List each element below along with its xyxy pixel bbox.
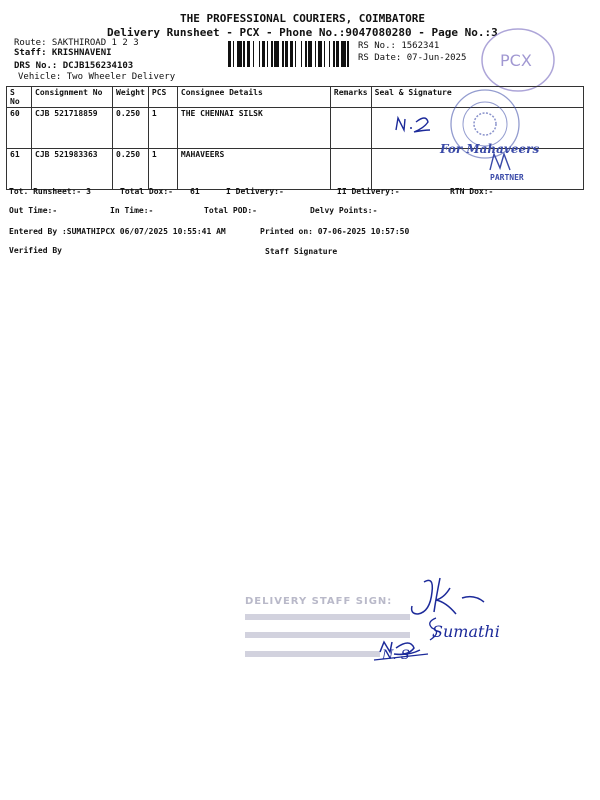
cell-consignee: THE CHENNAI SILSK xyxy=(177,108,330,149)
ii-delivery: II Delivery:- xyxy=(337,187,400,196)
total-pod: Total POD:- xyxy=(204,206,257,215)
cell-remarks xyxy=(330,108,371,149)
staff-text: Staff: KRISHNAVENI xyxy=(14,48,112,58)
ns-signature: N. S xyxy=(382,648,410,663)
cell-pcs: 1 xyxy=(148,149,177,190)
cell-sno: 61 xyxy=(7,149,32,190)
cell-consignment: CJB 521718859 xyxy=(32,108,113,149)
col-consignment: Consignment No xyxy=(32,87,113,108)
staff-signature-label: Staff Signature xyxy=(265,247,338,256)
total-dox-value: 61 xyxy=(190,187,200,196)
barcode-bar xyxy=(349,41,352,67)
delvy-points: Delvy Points:- xyxy=(310,206,378,215)
rs-number: RS No.: 1562341 xyxy=(358,41,440,51)
company-title: THE PROFESSIONAL COURIERS, COIMBATORE xyxy=(180,12,426,25)
pcx-stamp-text: PCX xyxy=(500,51,532,70)
col-sno: S No xyxy=(7,87,32,108)
partner-signature xyxy=(488,150,518,172)
cell-remarks xyxy=(330,149,371,190)
cell-consignment: CJB 521983363 xyxy=(32,149,113,190)
tot-runsheet: Tot. Runsheet:- 3 xyxy=(9,187,91,196)
col-pcs: PCS xyxy=(148,87,177,108)
col-weight: Weight xyxy=(113,87,149,108)
cell-weight: 0.250 xyxy=(113,149,149,190)
delivery-staff-sign-stamp: DELIVERY STAFF SIGN: xyxy=(245,596,393,607)
signature-row1 xyxy=(392,112,452,138)
runsheet-subtitle: Delivery Runsheet - PCX - Phone No.:9047080280 - Page No.:3 xyxy=(107,26,498,39)
stamp-line-3 xyxy=(245,651,380,657)
col-consignee: Consignee Details xyxy=(177,87,330,108)
i-delivery: I Delivery:- xyxy=(226,187,284,196)
drs-barcode xyxy=(228,41,352,67)
cell-weight: 0.250 xyxy=(113,108,149,149)
col-seal-signature: Seal & Signature xyxy=(371,87,583,108)
printed-on: Printed on: 07-06-2025 10:57:50 xyxy=(260,227,410,236)
out-time: Out Time:- xyxy=(9,206,58,215)
for-mahaveers-stamp: For Mahaveers xyxy=(440,142,540,156)
verified-by: Verified By xyxy=(9,246,62,255)
rs-date: RS Date: 07-Jun-2025 xyxy=(358,53,467,63)
sumathi-signature: Sumathi xyxy=(432,622,500,641)
total-dox-label: Total Dox:- xyxy=(120,187,173,196)
drs-number: DRS No.: DCJB156234103 xyxy=(14,61,134,71)
cell-pcs: 1 xyxy=(148,108,177,149)
cell-consignee: MAHAVEERS xyxy=(177,149,330,190)
vehicle-text: Vehicle: Two Wheeler Delivery xyxy=(18,72,176,82)
partner-label: PARTNER xyxy=(490,173,524,182)
cell-sno: 60 xyxy=(7,108,32,149)
in-time: In Time:- xyxy=(110,206,154,215)
col-remarks: Remarks xyxy=(330,87,371,108)
route-text: Route: SAKTHIROAD 1 2 3 xyxy=(14,38,139,48)
entered-by: Entered By :SUMATHIPCX 06/07/2025 10:55:41 AM xyxy=(9,227,226,236)
rtn-dox: RTN Dox:- xyxy=(450,187,494,196)
